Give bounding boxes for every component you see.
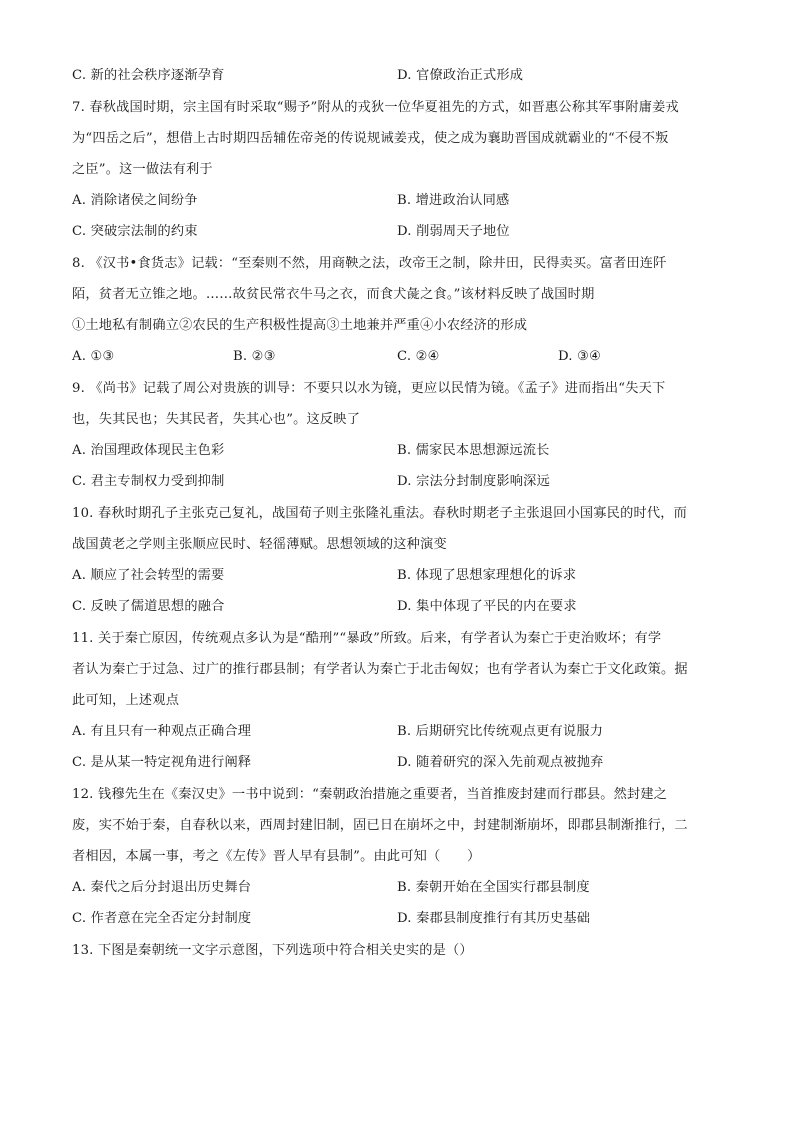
q12-option-b: B. 秦朝开始在全国实行郡县制度 [397, 880, 590, 895]
q10-option-c: C. 反映了儒道思想的融合 [72, 599, 225, 614]
q7-stem-line3: 之臣”。这一做法有利于 [72, 162, 213, 177]
q11-stem-line2: 者认为秦亡于过急、过广的推行郡县制；有学者认为秦亡于北击匈奴；也有学者认为秦亡于文化政策。据 [72, 662, 688, 677]
q10-option-d: D. 集中体现了平民的内在要求 [397, 599, 577, 614]
q11-option-a: A. 有且只有一种观点正确合理 [72, 724, 252, 739]
q12-option-d: D. 秦郡县制度推行有其历史基础 [397, 911, 591, 926]
q9-option-d: D. 宗法分封制度影响深远 [397, 474, 550, 489]
q7-option-a: A. 消除诸侯之间纷争 [72, 193, 198, 208]
q8-stem-line2: 陌，贫者无立锥之地。……故贫民常衣牛马之衣，而食犬彘之食。”该材料反映了战国时期 [72, 287, 595, 302]
q10-stem-line1: 10. 春秋时期孔子主张克己复礼，战国荀子则主张隆礼重法。春秋时期老子主张退回小国寡民的时代，而 [72, 506, 688, 521]
q8-option-a: A. ①③ [72, 349, 115, 364]
q6-option-c: C. 新的社会秩序逐渐孕育 [72, 68, 225, 83]
q7-stem-line2: 为“四岳之后”，想借上古时期四岳辅佐帝尧的传说规诫姜戎，使之成为襄助晋国成就霸业的“不侵不叛 [72, 131, 669, 146]
q7-option-d: D. 削弱周天子地位 [397, 224, 510, 239]
q12-stem-line3: 者相因，本属一事，考之《左传》晋人早有县制”。由此可知（ ） [72, 849, 481, 864]
q6-option-d: D. 官僚政治正式形成 [397, 68, 524, 83]
q8-stem-line1: 8. 《汉书•食货志》记载：“至秦则不然，用商鞅之法，改帝王之制，除井田，民得卖买。富者田连阡 [72, 256, 667, 271]
q10-option-b: B. 体现了思想家理想化的诉求 [397, 568, 577, 583]
q7-option-b: B. 增进政治认同感 [397, 193, 510, 208]
q8-option-c: C. ②④ [397, 349, 440, 364]
q9-option-c: C. 君主专制权力受到抑制 [72, 474, 225, 489]
q13-stem-line1: 13. 下图是秦朝统一文字示意图，下列选项中符合相关史实的是（） [72, 943, 473, 958]
q12-option-a: A. 秦代之后分封退出历史舞台 [72, 880, 252, 895]
q8-option-d: D. ③④ [558, 349, 602, 364]
q11-option-c: C. 是从某一特定视角进行阐释 [72, 755, 252, 770]
q11-option-d: D. 随着研究的深入先前观点被抛弃 [397, 755, 604, 770]
q10-stem-line2: 战国黄老之学则主张顺应民时、轻徭薄赋。思想领域的这种演变 [72, 537, 447, 552]
q9-stem-line1: 9. 《尚书》记载了周公对贵族的训导：不要只以水为镜，更应以民情为镜。《孟子》进而指出“失天下 [72, 381, 666, 396]
q12-option-c: C. 作者意在完全否定分封制度 [72, 911, 252, 926]
q7-option-c: C. 突破宗法制的约束 [72, 224, 198, 239]
q7-stem-line1: 7. 春秋战国时期，宗主国有时采取“赐予”附从的戎狄一位华夏祖先的方式，如晋惠公称其军事附庸姜戎 [72, 100, 679, 115]
q9-option-b: B. 儒家民本思想源远流长 [397, 443, 550, 458]
q12-stem-line1: 12. 钱穆先生在《秦汉史》一书中说到：“秦朝政治措施之重要者，当首推废封建而行郡县。然封建之 [72, 787, 668, 802]
q11-stem-line3: 此可知，上述观点 [72, 693, 180, 708]
q9-stem-line2: 也，失其民也；失其民者，失其心也”。这反映了 [72, 412, 361, 427]
q11-stem-line1: 11. 关于秦亡原因，传统观点多认为是“酷刑”“暴政”所致。后来，有学者认为秦亡于吏治败坏；有学 [72, 631, 662, 646]
q10-option-a: A. 顺应了社会转型的需要 [72, 568, 225, 583]
q8-stem-line3: ①土地私有制确立②农民的生产积极性提高③土地兼并严重④小农经济的形成 [72, 318, 528, 333]
q9-option-a: A. 治国理政体现民主色彩 [72, 443, 225, 458]
q11-option-b: B. 后期研究比传统观点更有说服力 [397, 724, 604, 739]
q12-stem-line2: 废，实不始于秦，自春秋以来，西周封建旧制，固已日在崩坏之中，封建制渐崩坏，即郡县制渐推行，二 [72, 818, 688, 833]
q8-option-b: B. ②③ [233, 349, 276, 364]
